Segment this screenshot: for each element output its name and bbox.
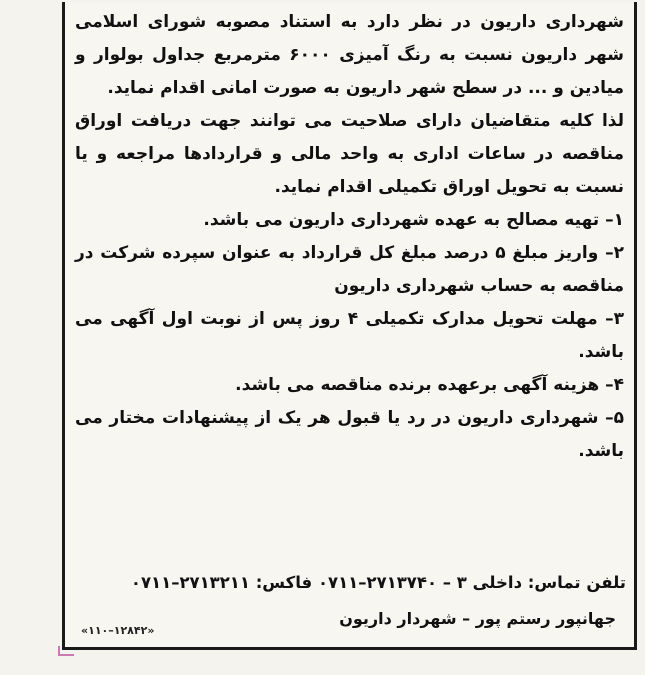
signer-name: جهانپور رستم پور – شهردار داریون: [339, 609, 616, 628]
condition-item-1: ۱– تهیه مصالح به عهده شهرداری داریون می باشد.: [203, 210, 624, 230]
notice-intro-paragraph: شهرداری داریون در نظر دارد به استناد مصوبه شورای اسلامی شهر داریون نسبت به رنگ آمیزی ۶۰۰۰ مترمربع جداول بولوار و میادین و ... در سطح شهر داریون به صورت امانی اقدام نماید.: [75, 12, 624, 98]
condition-item-2: ۲– واریز مبلغ ۵ درصد مبلغ کل قرارداد به عنوان سپرده شرکت در مناقصه به حساب شهرداری داریون: [75, 243, 624, 296]
notice-body: [75, 6, 624, 468]
notice-applicants-paragraph: لذا کلیه متقاضیان دارای صلاحیت می توانند جهت دریافت اوراق مناقصه در ساعات اداری به واحد مالی و قراردادها مراجعه و یا نسبت به تحویل اوراق تکمیلی اقدام نماید.: [75, 111, 624, 197]
corner-mark: [58, 646, 74, 656]
conditions-list: [75, 204, 624, 468]
ad-code: «۱۱۰–۱۲۸۴۲»: [81, 624, 155, 637]
condition-item-5: ۵– شهرداری داریون در رد یا قبول هر یک از پیشنهادات مختار می باشد.: [75, 408, 624, 461]
tender-notice-box: [62, 2, 637, 650]
condition-item-3: ۳– مهلت تحویل مدارک تکمیلی ۴ روز پس از نوبت اول آگهی می باشد.: [75, 309, 624, 362]
contact-info: تلفن تماس: داخلی ۳ – ۲۷۱۳۷۴۰–۰۷۱۱ فاکس: ۲۷۱۳۲۱۱–۰۷۱۱: [130, 573, 626, 592]
condition-item-4: ۴– هزینه آگهی برعهده برنده مناقصه می باشد.: [235, 375, 624, 395]
